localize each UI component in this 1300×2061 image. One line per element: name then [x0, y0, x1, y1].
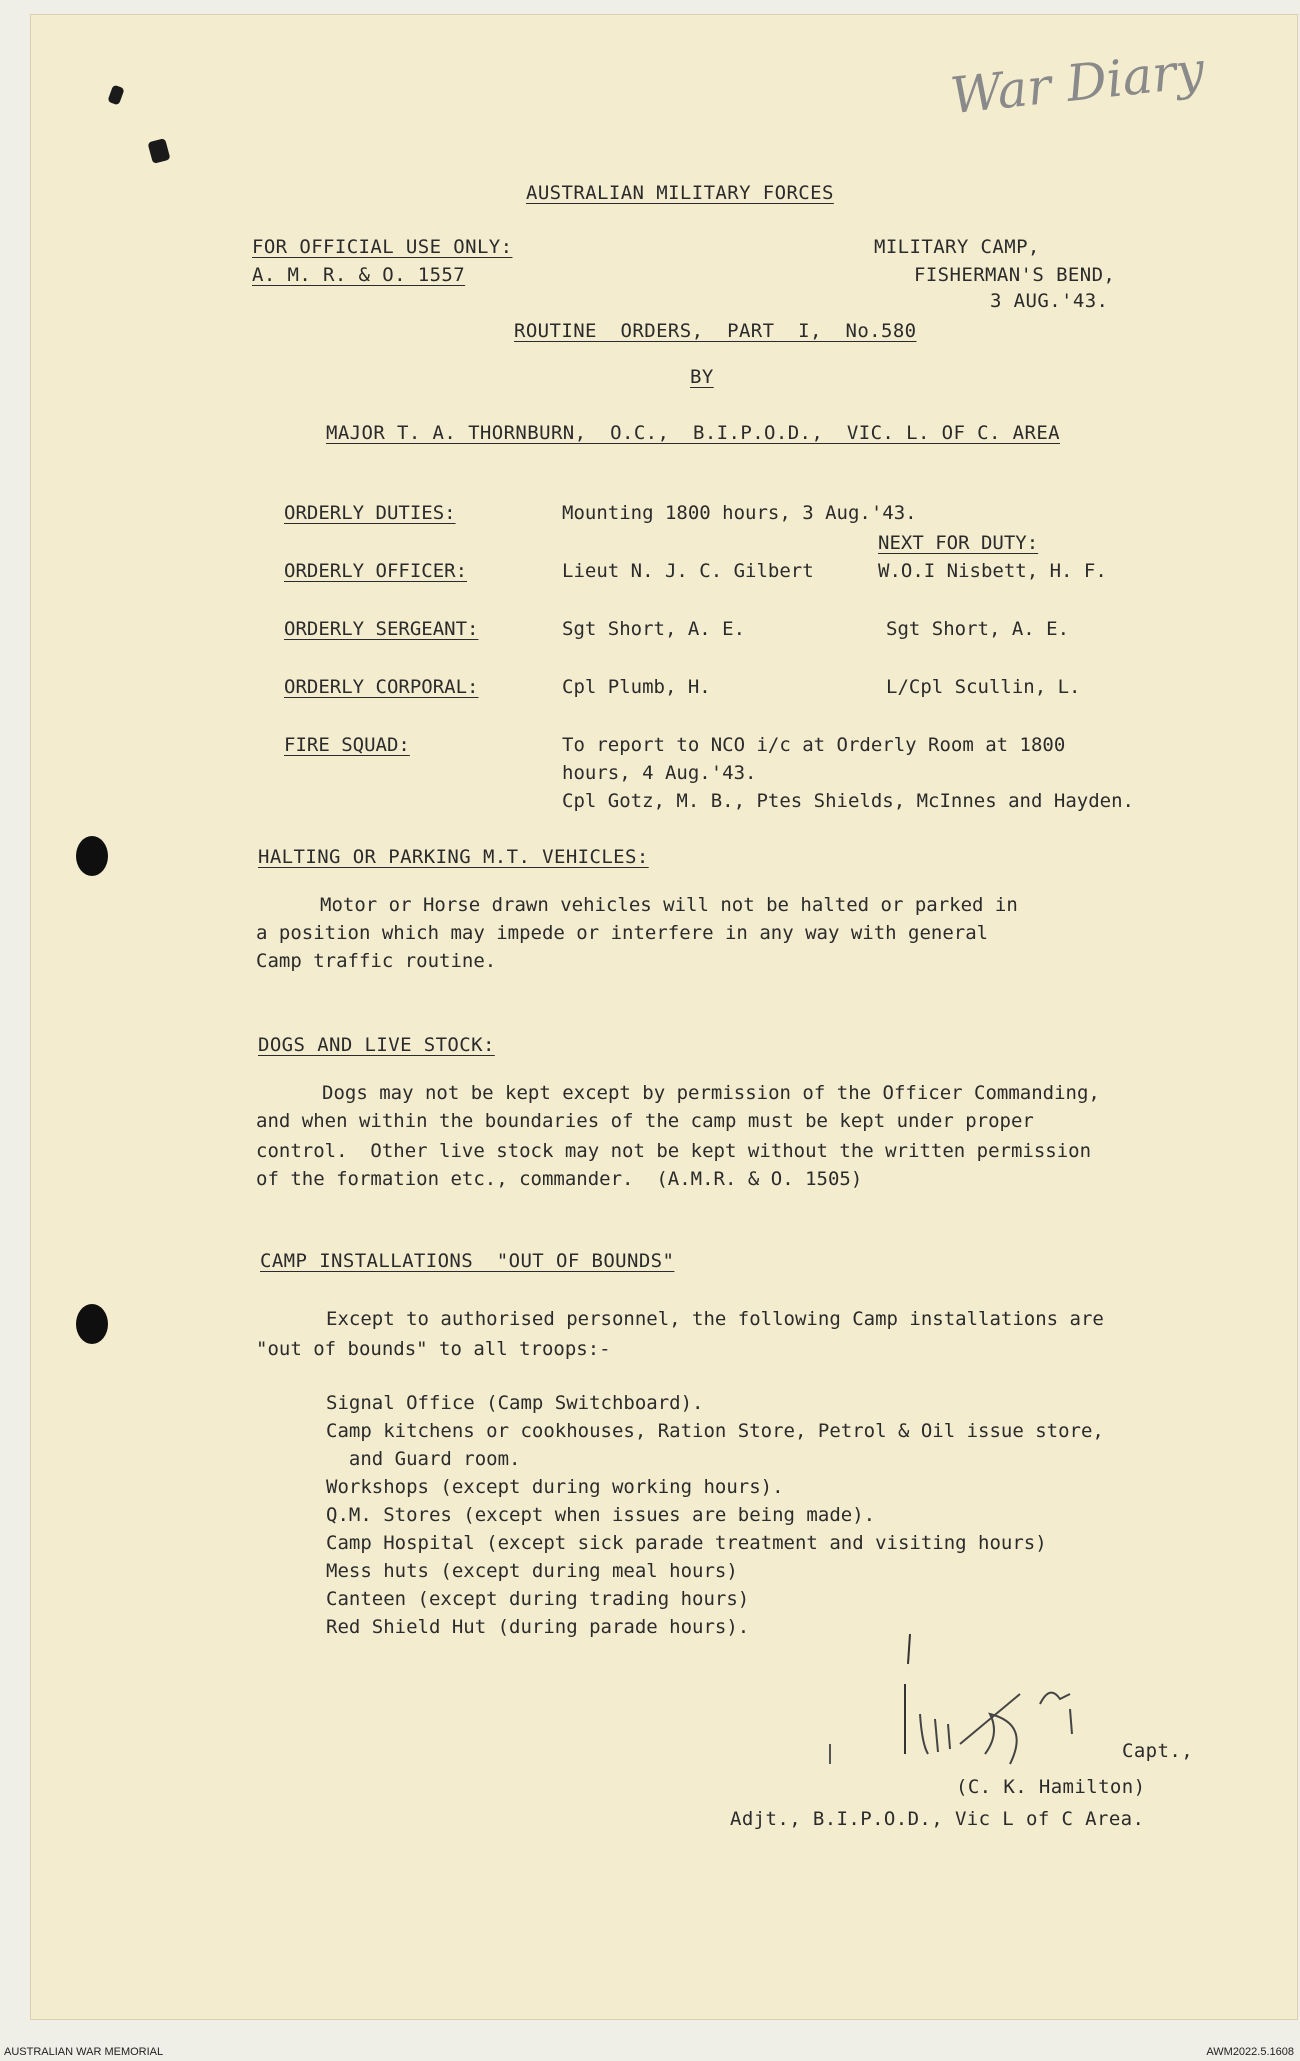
next-for-duty-heading: NEXT FOR DUTY: [878, 532, 1039, 554]
fire-squad-line: Cpl Gotz, M. B., Ptes Shields, McInnes and Hayden. [562, 790, 1134, 812]
order-date: 3 AUG.'43. [990, 290, 1109, 312]
signatory-title: Adjt., B.I.P.O.D., Vic L of C Area. [730, 1808, 1145, 1830]
orderly-corporal-value: Cpl Plumb, H. [562, 676, 711, 698]
out-of-bounds-item: Red Shield Hut (during parade hours). [326, 1616, 750, 1638]
dogs-line: and when within the boundaries of the camp must be kept under proper [256, 1110, 1034, 1132]
halting-heading: HALTING OR PARKING M.T. VEHICLES: [258, 846, 649, 868]
footer-right: AWM2022.5.1608 [1206, 2046, 1294, 2058]
halting-line: a position which may impede or interfere in any way with general [256, 922, 989, 944]
out-of-bounds-item: Camp Hospital (except sick parade treatment and visiting hours) [326, 1532, 1047, 1554]
fire-squad-line: To report to NCO i/c at Orderly Room at 1800 [562, 734, 1066, 756]
document-page [30, 14, 1298, 2020]
orderly-sergeant-value: Sgt Short, A. E. [562, 618, 746, 640]
out-of-bounds-item: Mess huts (except during meal hours) [326, 1560, 738, 1582]
halting-line: Camp traffic routine. [256, 950, 497, 972]
camp-installations-heading: CAMP INSTALLATIONS "OUT OF BOUNDS" [260, 1250, 675, 1272]
routine-orders-title: ROUTINE ORDERS, PART I, No.580 [514, 320, 917, 342]
handwritten-note: War Diary [947, 40, 1208, 126]
issuing-officer: MAJOR T. A. THORNBURN, O.C., B.I.P.O.D., VIC. L. OF C. AREA [326, 422, 1061, 444]
handwritten-signature [770, 1624, 1130, 1774]
camp-location: FISHERMAN'S BEND, [914, 264, 1116, 286]
camp-intro-line: Except to authorised personnel, the following Camp installations are [326, 1308, 1104, 1330]
dogs-line: control. Other live stock may not be kept without the written permission [256, 1140, 1092, 1162]
signatory-rank: Capt., [1122, 1740, 1194, 1762]
out-of-bounds-item: Signal Office (Camp Switchboard). [326, 1392, 704, 1414]
punch-hole-bottom [76, 1304, 108, 1344]
dogs-line: of the formation etc., commander. (A.M.R. & O. 1505) [256, 1168, 863, 1190]
orderly-officer-value: Lieut N. J. C. Gilbert [562, 560, 814, 582]
out-of-bounds-item: Canteen (except during trading hours) [326, 1588, 750, 1610]
fire-squad-label: FIRE SQUAD: [284, 734, 410, 756]
orderly-corporal-next: L/Cpl Scullin, L. [886, 676, 1081, 698]
halting-line: Motor or Horse drawn vehicles will not be halted or parked in [320, 894, 1018, 916]
by-line: BY [690, 366, 714, 388]
orderly-duties-value: Mounting 1800 hours, 3 Aug.'43. [562, 502, 917, 524]
ink-mark [107, 84, 124, 105]
signatory-name: (C. K. Hamilton) [956, 1776, 1146, 1798]
camp-name: MILITARY CAMP, [874, 236, 1040, 258]
dogs-line: Dogs may not be kept except by permission of the Officer Commanding, [322, 1082, 1100, 1104]
out-of-bounds-item: Workshops (except during working hours). [326, 1476, 784, 1498]
out-of-bounds-item: Camp kitchens or cookhouses, Ration Store, Petrol & Oil issue store, [326, 1420, 1104, 1442]
camp-intro-line: "out of bounds" to all troops:- [256, 1338, 611, 1360]
footer-left: AUSTRALIAN WAR MEMORIAL [4, 2046, 164, 2058]
amr-reference: A. M. R. & O. 1557 [252, 264, 466, 286]
document-heading: AUSTRALIAN MILITARY FORCES [526, 182, 834, 204]
dogs-heading: DOGS AND LIVE STOCK: [258, 1034, 495, 1056]
fire-squad-line: hours, 4 Aug.'43. [562, 762, 757, 784]
orderly-duties-label: ORDERLY DUTIES: [284, 502, 456, 524]
orderly-corporal-label: ORDERLY CORPORAL: [284, 676, 479, 698]
orderly-sergeant-label: ORDERLY SERGEANT: [284, 618, 479, 640]
orderly-sergeant-next: Sgt Short, A. E. [886, 618, 1070, 640]
out-of-bounds-item: Q.M. Stores (except when issues are being made). [326, 1504, 876, 1526]
ink-mark [147, 138, 170, 164]
punch-hole-top [76, 836, 108, 876]
out-of-bounds-item: and Guard room. [326, 1448, 521, 1470]
orderly-officer-next: W.O.I Nisbett, H. F. [878, 560, 1107, 582]
orderly-officer-label: ORDERLY OFFICER: [284, 560, 468, 582]
official-use-line: FOR OFFICIAL USE ONLY: [252, 236, 513, 258]
